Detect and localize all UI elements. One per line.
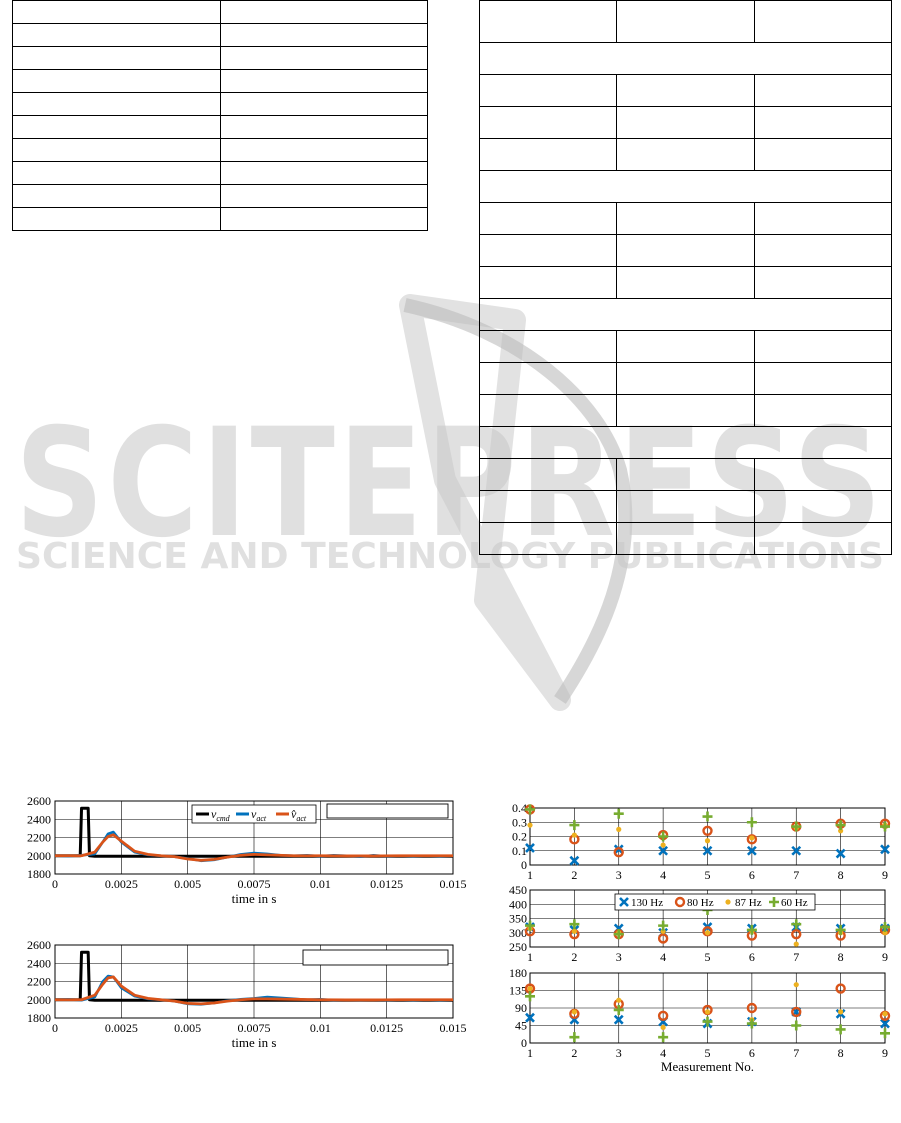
marker-dot (616, 998, 621, 1003)
table-cell (754, 107, 891, 139)
y-tick-label: 1800 (27, 867, 51, 881)
marker-plus (791, 1021, 801, 1031)
y-tick-label: 2600 (27, 794, 51, 808)
table-row (13, 185, 428, 208)
table-cell (480, 299, 892, 331)
table-cell (220, 24, 428, 47)
velocity-chart-bottom (0, 928, 470, 1078)
table-row (13, 1, 428, 24)
table-cell (617, 1, 754, 43)
x-tick-label: 0.0075 (237, 1021, 271, 1035)
table-cell (754, 491, 891, 523)
table-cell (13, 93, 221, 116)
marker-plus (791, 919, 801, 929)
table-cell (13, 116, 221, 139)
table-cell (480, 1, 617, 43)
table-cell (220, 47, 428, 70)
marker-plus (836, 1024, 846, 1034)
marker-plus (747, 817, 757, 827)
right-table (479, 0, 892, 555)
x-axis-label: time in s (231, 1035, 277, 1050)
y-tick-label: 2200 (27, 830, 51, 845)
table-row (480, 395, 892, 427)
table-cell (13, 139, 221, 162)
x-tick-label: 0 (52, 877, 58, 891)
y-tick-label: 2400 (27, 812, 51, 827)
x-tick-label: 3 (615, 950, 622, 964)
table-cell (220, 162, 428, 185)
x-tick-label: 8 (837, 1046, 844, 1060)
marker-dot (794, 982, 799, 987)
table-cell (480, 203, 617, 235)
table-row (13, 208, 428, 231)
x-tick-label: 3 (615, 868, 622, 882)
table-cell (220, 185, 428, 208)
table-cell (617, 395, 754, 427)
x-tick-label: 5 (704, 868, 711, 882)
y-tick-label: 450 (509, 883, 527, 897)
x-tick-label: 4 (660, 868, 667, 882)
x-tick-label: 0.01 (309, 877, 331, 891)
legend-label: 87 Hz (735, 897, 762, 909)
table-cell (754, 75, 891, 107)
scatter-chart-bottom (480, 960, 900, 1075)
table-cell (480, 107, 617, 139)
y-tick-label: 0 (521, 858, 527, 872)
y-tick-label: 2200 (27, 974, 51, 989)
table-row (13, 24, 428, 47)
x-tick-label: 4 (660, 950, 667, 964)
legend-label: $v_{act}$ (251, 807, 267, 823)
table-row (480, 1, 892, 43)
marker-dot (749, 835, 754, 840)
table-cell (617, 107, 754, 139)
table-cell (220, 139, 428, 162)
x-tick-label: 0.01 (309, 1021, 331, 1035)
marker-plus (880, 1028, 890, 1038)
y-tick-label: 45 (515, 1018, 527, 1033)
table-cell (617, 363, 754, 395)
table-row (480, 491, 892, 523)
table-row (480, 203, 892, 235)
x-tick-label: 0.0125 (370, 1021, 404, 1035)
y-tick-label: 2400 (27, 956, 51, 971)
annotation-box (303, 950, 448, 965)
marker-dot (661, 842, 666, 847)
x-tick-label: 7 (793, 868, 800, 882)
y-tick-label: 2000 (27, 848, 51, 863)
x-tick-label: 4 (660, 1046, 667, 1060)
scatter-chart-top (480, 798, 900, 888)
y-tick-label: 180 (509, 966, 527, 980)
annotation-box (327, 804, 448, 818)
table-cell (220, 93, 428, 116)
table-row (480, 235, 892, 267)
legend-label: $v̂_{act}$ (291, 807, 307, 823)
y-tick-label: 0.1 (512, 843, 527, 858)
x-tick-label: 1 (527, 868, 533, 882)
x-tick-label: 0 (52, 1021, 58, 1035)
table-cell (13, 162, 221, 185)
table-cell (480, 331, 617, 363)
x-tick-label: 8 (837, 868, 844, 882)
table-cell (754, 395, 891, 427)
watermark-subtitle: SCIENCE AND TECHNOLOGY PUBLICATIONS (16, 536, 884, 577)
table-cell (617, 235, 754, 267)
table-cell (754, 235, 891, 267)
table-cell (617, 523, 754, 555)
marker-dot (572, 1009, 577, 1014)
x-tick-label: 1 (527, 1046, 533, 1060)
y-tick-label: 0.4 (512, 801, 527, 815)
table-cell (754, 139, 891, 171)
table-cell (754, 267, 891, 299)
x-tick-label: 0.0025 (104, 877, 138, 891)
table-cell (617, 491, 754, 523)
table-cell (480, 267, 617, 299)
y-tick-label: 300 (509, 925, 527, 940)
table-cell (480, 363, 617, 395)
x-tick-label: 6 (748, 950, 755, 964)
marker-dot (794, 942, 799, 947)
table-cell (13, 70, 221, 93)
y-tick-label: 2000 (27, 992, 51, 1007)
marker-plus (703, 812, 713, 822)
table-cell (13, 1, 221, 24)
x-tick-label: 1 (527, 950, 533, 964)
y-tick-label: 350 (509, 911, 527, 926)
table-cell (220, 70, 428, 93)
table-row (480, 139, 892, 171)
table-cell (617, 459, 754, 491)
y-tick-label: 400 (509, 897, 527, 912)
marker-dot (705, 1009, 710, 1014)
y-tick-label: 90 (515, 1001, 527, 1015)
x-tick-label: 0.0075 (237, 877, 271, 891)
x-tick-label: 0.015 (439, 1021, 467, 1035)
table-cell (13, 185, 221, 208)
table-row (480, 331, 892, 363)
table-row (480, 75, 892, 107)
table-row (480, 459, 892, 491)
table-row (480, 523, 892, 555)
x-tick-label: 5 (704, 1046, 711, 1060)
marker-dot (572, 929, 577, 934)
table-row (480, 427, 892, 459)
marker-plus (703, 1017, 713, 1027)
table-row (13, 47, 428, 70)
x-tick-label: 3 (615, 1046, 622, 1060)
y-tick-label: 0.3 (512, 815, 527, 830)
table-cell (617, 267, 754, 299)
table-cell (480, 427, 892, 459)
table-row (13, 162, 428, 185)
table-row (480, 299, 892, 331)
table-cell (617, 203, 754, 235)
x-tick-label: 9 (882, 1046, 888, 1060)
x-tick-label: 6 (748, 868, 755, 882)
table-cell (13, 208, 221, 231)
table-cell (220, 208, 428, 231)
table-cell (13, 47, 221, 70)
x-tick-label: 0.015 (439, 877, 467, 891)
table-row (13, 116, 428, 139)
y-tick-label: 135 (509, 983, 527, 998)
table-row (13, 93, 428, 116)
table-cell (754, 459, 891, 491)
marker-dot (661, 1025, 666, 1030)
table-cell (754, 1, 891, 43)
table-cell (480, 75, 617, 107)
table-cell (220, 116, 428, 139)
table-cell (480, 139, 617, 171)
x-tick-label: 9 (882, 950, 888, 964)
marker-dot (705, 930, 710, 935)
table-cell (480, 395, 617, 427)
x-tick-label: 0.0025 (104, 1021, 138, 1035)
table-cell (754, 331, 891, 363)
table-cell (754, 203, 891, 235)
marker-dot (527, 986, 532, 991)
marker-dot (725, 899, 730, 904)
velocity-chart-top (0, 790, 470, 930)
x-tick-label: 2 (571, 1046, 578, 1060)
legend-label: 80 Hz (687, 897, 714, 909)
table-row (480, 363, 892, 395)
table-cell (617, 331, 754, 363)
watermark-title: SCITEPRESS (15, 397, 885, 571)
x-tick-label: 9 (882, 868, 888, 882)
x-tick-label: 0.005 (174, 877, 202, 891)
y-tick-label: 250 (509, 940, 527, 954)
x-tick-label: 7 (793, 1046, 800, 1060)
legend-label: 60 Hz (781, 897, 808, 909)
y-tick-label: 0 (521, 1036, 527, 1050)
x-tick-label: 2 (571, 868, 578, 882)
marker-dot (616, 827, 621, 832)
marker-plus (569, 820, 579, 830)
table-row (13, 139, 428, 162)
legend-label: $v_{cmd}$ (211, 807, 230, 823)
x-axis-label: time in s (231, 891, 277, 906)
legend-label: 130 Hz (631, 897, 664, 909)
marker-dot (527, 823, 532, 828)
table-cell (754, 363, 891, 395)
marker-dot (882, 1011, 887, 1016)
left-table (12, 0, 428, 231)
table-cell (13, 24, 221, 47)
y-tick-label: 1800 (27, 1011, 51, 1025)
table-cell (480, 171, 892, 203)
table-cell (480, 235, 617, 267)
y-tick-label: 0.2 (512, 829, 527, 844)
table-row (480, 43, 892, 75)
marker-dot (838, 1009, 843, 1014)
marker-plus (658, 1032, 668, 1042)
y-tick-label: 2600 (27, 938, 51, 952)
table-row (480, 171, 892, 203)
marker-dot (705, 838, 710, 843)
table-row (13, 70, 428, 93)
x-axis-label: Measurement No. (660, 1059, 755, 1074)
table-cell (480, 523, 617, 555)
x-tick-label: 0.005 (174, 1021, 202, 1035)
table-cell (480, 459, 617, 491)
x-tick-label: 8 (837, 950, 844, 964)
marker-plus (569, 1032, 579, 1042)
table-row (480, 267, 892, 299)
marker-plus (614, 809, 624, 819)
x-tick-label: 7 (793, 950, 800, 964)
marker-plus (747, 1019, 757, 1029)
scatter-chart-middle (480, 880, 900, 970)
table-cell (617, 139, 754, 171)
x-tick-label: 0.0125 (370, 877, 404, 891)
marker-dot (572, 832, 577, 837)
table-cell (754, 523, 891, 555)
table-cell (220, 1, 428, 24)
table-cell (617, 75, 754, 107)
table-cell (480, 491, 617, 523)
x-tick-label: 2 (571, 950, 578, 964)
table-row (480, 107, 892, 139)
table-cell (480, 43, 892, 75)
x-tick-label: 6 (748, 1046, 755, 1060)
x-tick-label: 5 (704, 950, 711, 964)
